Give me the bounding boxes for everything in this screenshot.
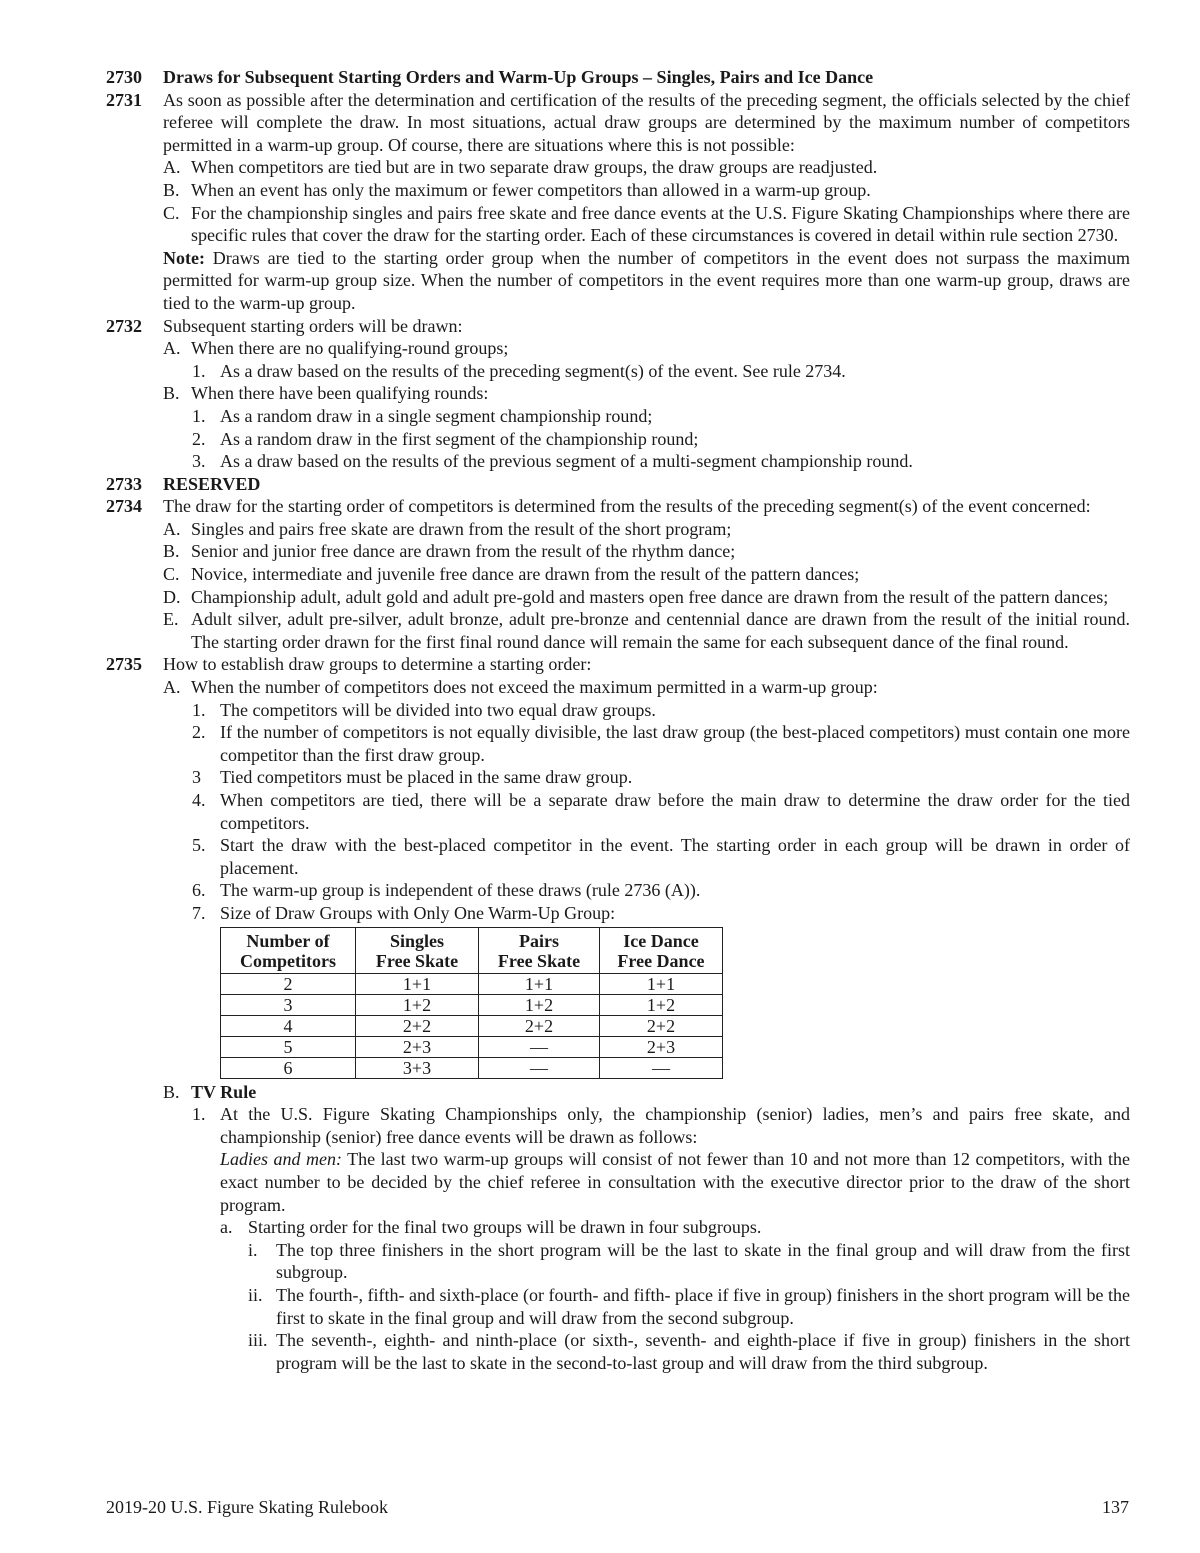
rule-text: As soon as possible after the determination and certification of the results of the preceding segment, the officials selected by the chief referee will complete the draw. In most situations, actual draw groups are determined by the maximum number of competitors permitted in a warm-up group. Of course, there are situations where this is not possible: bbox=[163, 89, 1130, 155]
item-text: If the number of competitors is not equally divisible, the last draw group (the best-placed competitors) must contain one more competitor than the first draw group. bbox=[220, 722, 1130, 765]
item-text: As a random draw in the first segment of the championship round; bbox=[220, 428, 699, 449]
rule-text: Subsequent starting orders will be drawn: bbox=[163, 315, 463, 336]
table-cell: 3 bbox=[221, 994, 356, 1015]
item-text: The seventh-, eighth- and ninth-place (or sixth-, seventh- and eighth-place if five in group) finishers in the short program will be the last to skate in the second-to-last group and will draw from the third subgroup. bbox=[276, 1330, 1130, 1373]
table-cell: 2+3 bbox=[356, 1036, 479, 1057]
item-label: D. bbox=[163, 586, 181, 607]
item-text: Tied competitors must be placed in the same draw group. bbox=[220, 767, 633, 788]
table-cell: 3+3 bbox=[356, 1057, 479, 1078]
table-cell: 2 bbox=[221, 973, 356, 994]
rule-number: 2733 bbox=[106, 473, 142, 494]
table-cell: 1+2 bbox=[356, 994, 479, 1015]
table-header-row bbox=[221, 927, 723, 973]
item-label: E. bbox=[163, 609, 179, 630]
table-cell: 1+1 bbox=[479, 973, 600, 994]
item-label: 1. bbox=[192, 360, 206, 381]
item-label: B. bbox=[163, 179, 180, 200]
table-cell: 1+2 bbox=[479, 994, 600, 1015]
item-text: Size of Draw Groups with Only One Warm-Up Group: bbox=[220, 902, 616, 923]
item-label: B. bbox=[163, 541, 180, 562]
table-cell: 2+2 bbox=[479, 1015, 600, 1036]
table-row bbox=[221, 1015, 723, 1036]
ladies-men-paragraph bbox=[163, 1148, 1130, 1216]
item-label: 3. bbox=[192, 451, 206, 472]
table-cell: 5 bbox=[221, 1036, 356, 1057]
item-text: Starting order for the final two groups will be drawn in four subgroups. bbox=[248, 1217, 762, 1238]
item-heading: TV Rule bbox=[191, 1081, 257, 1102]
item-text: For the championship singles and pairs free skate and free dance events at the U.S. Figure Skating Championships where there are specific rules that cover the draw for the starting order. Each of these circumstances is covered in detail within rule section 2730. bbox=[191, 202, 1130, 246]
item-text: Singles and pairs free skate are drawn from the result of the short program; bbox=[191, 518, 732, 539]
table-row bbox=[221, 973, 723, 994]
item-label: iii. bbox=[248, 1330, 268, 1351]
item-text: When competitors are tied, there will be a separate draw before the main draw to determine the draw order for the tied competitors. bbox=[220, 790, 1130, 833]
table-row bbox=[221, 1036, 723, 1057]
list-subitem bbox=[163, 721, 1130, 766]
table-cell: 1+2 bbox=[600, 994, 723, 1015]
rule-text: The draw for the starting order of competitors is determined from the results of the preceding segment(s) of the event concerned: bbox=[163, 496, 1091, 517]
list-item bbox=[163, 540, 1130, 563]
column-header: Ice Dance Free Dance bbox=[600, 927, 723, 973]
item-label: A. bbox=[163, 157, 181, 178]
item-label: ii. bbox=[248, 1284, 263, 1305]
rule-number: 2730 bbox=[106, 67, 142, 87]
table-cell: — bbox=[479, 1036, 600, 1057]
list-subitem bbox=[163, 879, 1130, 902]
list-item bbox=[163, 1081, 1130, 1104]
item-text: Adult silver, adult pre-silver, adult bronze, adult pre-bronze and centennial dance are drawn from the result of the initial round. The starting order drawn for the first final round dance will remain the same for each subsequent dance of the final round. bbox=[191, 609, 1130, 652]
note-text: Draws are tied to the starting order group when the number of competitors in the event does not surpass the maximum permitted for warm-up group size. When the number of competitors in the event requires more than one warm-up group, draws are tied to the warm-up group. bbox=[163, 247, 1130, 313]
item-text: As a draw based on the results of the preceding segment(s) of the event. See rule 2734. bbox=[220, 360, 846, 381]
item-label: 7. bbox=[192, 902, 206, 923]
list-subitem bbox=[163, 450, 1130, 473]
item-label: B. bbox=[163, 1081, 180, 1102]
list-item bbox=[163, 179, 1130, 202]
list-roman-item bbox=[163, 1284, 1130, 1329]
list-item bbox=[163, 586, 1130, 609]
section-2730 bbox=[106, 66, 1130, 89]
page-number: 137 bbox=[1102, 1497, 1129, 1517]
item-text: As a random draw in a single segment championship round; bbox=[220, 405, 653, 426]
list-item bbox=[163, 676, 1130, 699]
list-subitem bbox=[163, 1103, 1130, 1148]
item-label: 4. bbox=[192, 790, 206, 810]
item-label: A. bbox=[163, 518, 181, 539]
rule-text: How to establish draw groups to determine a starting order: bbox=[163, 654, 592, 675]
section-2735 bbox=[106, 653, 1130, 1374]
table-cell: — bbox=[479, 1057, 600, 1078]
list-subitem bbox=[163, 789, 1130, 834]
table-cell: — bbox=[600, 1057, 723, 1078]
item-label: a. bbox=[220, 1217, 233, 1238]
table-cell: 6 bbox=[221, 1057, 356, 1078]
item-label: 2. bbox=[192, 428, 206, 449]
item-text: When there have been qualifying rounds: bbox=[191, 383, 489, 404]
list-item bbox=[163, 608, 1130, 653]
item-label: 6. bbox=[192, 880, 206, 901]
rule-number: 2731 bbox=[106, 89, 142, 110]
column-header: Pairs Free Skate bbox=[479, 927, 600, 973]
item-label: 1. bbox=[192, 1104, 206, 1125]
section-heading: RESERVED bbox=[163, 473, 261, 494]
item-text: Start the draw with the best-placed competitor in the event. The starting order in each group will be drawn in order of placement. bbox=[220, 835, 1130, 878]
item-text: At the U.S. Figure Skating Championships only, the championship (senior) ladies, men’s and pairs free skate, and championship (senior) free dance events will be drawn as follows: bbox=[220, 1104, 1130, 1147]
item-text: The fourth-, fifth- and sixth-place (or fourth- and fifth- place if five in group) finishers in the short program will be the first to skate in the final group and will draw from the second subgroup. bbox=[276, 1284, 1130, 1328]
note-label: Note: bbox=[163, 247, 205, 268]
item-label: A. bbox=[163, 677, 181, 698]
list-subitem bbox=[163, 428, 1130, 451]
list-item bbox=[163, 202, 1130, 247]
page-content bbox=[106, 66, 1130, 1374]
item-text: When there are no qualifying-round groups; bbox=[191, 338, 509, 359]
item-text: Novice, intermediate and juvenile free dance are drawn from the result of the pattern dances; bbox=[191, 564, 860, 585]
item-label: A. bbox=[163, 338, 181, 359]
list-subitem bbox=[163, 405, 1130, 428]
item-label: C. bbox=[163, 564, 180, 585]
section-2732 bbox=[106, 315, 1130, 473]
list-subsubitem bbox=[163, 1216, 1130, 1239]
list-item bbox=[163, 518, 1130, 541]
list-item bbox=[163, 382, 1130, 405]
table-cell: 1+1 bbox=[600, 973, 723, 994]
item-text: The top three finishers in the short program will be the last to skate in the final group and will draw from the first subgroup. bbox=[276, 1239, 1130, 1283]
table-cell: 2+2 bbox=[356, 1015, 479, 1036]
table-cell: 2+3 bbox=[600, 1036, 723, 1057]
item-label: C. bbox=[163, 202, 180, 223]
item-text: The competitors will be divided into two equal draw groups. bbox=[220, 699, 656, 720]
rule-number: 2734 bbox=[106, 496, 142, 517]
list-subitem bbox=[163, 834, 1130, 879]
item-text: As a draw based on the results of the previous segment of a multi-segment championship round. bbox=[220, 451, 913, 472]
draw-groups-table bbox=[220, 927, 723, 1079]
section-2733 bbox=[106, 473, 1130, 496]
footer-book-title: 2019-20 U.S. Figure Skating Rulebook bbox=[106, 1497, 388, 1517]
list-item bbox=[163, 563, 1130, 586]
list-item bbox=[163, 337, 1130, 360]
table-cell: 1+1 bbox=[356, 973, 479, 994]
table-cell: 4 bbox=[221, 1015, 356, 1036]
table-row bbox=[221, 1057, 723, 1078]
section-2734 bbox=[106, 495, 1130, 653]
item-text: Championship adult, adult gold and adult pre-gold and masters open free dance are drawn from the result of the pattern dances; bbox=[191, 586, 1109, 607]
column-header: Singles Free Skate bbox=[356, 927, 479, 973]
list-item bbox=[163, 156, 1130, 179]
item-label: 3 bbox=[192, 767, 201, 788]
item-text: Senior and junior free dance are drawn from the result of the rhythm dance; bbox=[191, 541, 736, 562]
list-subitem bbox=[163, 699, 1130, 722]
section-heading: Draws for Subsequent Starting Orders and Warm-Up Groups – Singles, Pairs and Ice Dance bbox=[163, 67, 874, 87]
item-text: When an event has only the maximum or fewer competitors than allowed in a warm-up group. bbox=[191, 179, 871, 200]
item-text: When competitors are tied but are in two separate draw groups, the draw groups are readjusted. bbox=[191, 157, 878, 178]
item-label: 5. bbox=[192, 835, 206, 856]
table-cell: 2+2 bbox=[600, 1015, 723, 1036]
item-label: i. bbox=[248, 1239, 258, 1260]
ladies-men-text: The last two warm-up groups will consist of not fewer than 10 and not more than 12 competitors, with the exact number to be decided by the chief referee in consultation with the executive director prior to the draw of the short program. bbox=[220, 1149, 1130, 1215]
item-label: 1. bbox=[192, 405, 206, 426]
rule-number: 2735 bbox=[106, 654, 142, 675]
list-roman-item bbox=[163, 1239, 1130, 1284]
list-roman-item bbox=[163, 1329, 1130, 1374]
column-header: Number of Competitors bbox=[221, 927, 356, 973]
item-label: 2. bbox=[192, 722, 206, 743]
ladies-men-label: Ladies and men: bbox=[220, 1149, 342, 1170]
item-text: The warm-up group is independent of these draws (rule 2736 (A)). bbox=[220, 880, 701, 901]
item-label: B. bbox=[163, 383, 180, 404]
item-text: When the number of competitors does not exceed the maximum permitted in a warm-up group: bbox=[191, 677, 878, 698]
item-label: 1. bbox=[192, 699, 206, 720]
rule-number: 2732 bbox=[106, 315, 142, 336]
section-2731 bbox=[106, 89, 1130, 315]
list-subitem bbox=[163, 360, 1130, 383]
table-row bbox=[221, 994, 723, 1015]
list-subitem bbox=[163, 766, 1130, 789]
list-subitem bbox=[163, 902, 1130, 925]
note-paragraph bbox=[163, 247, 1130, 315]
